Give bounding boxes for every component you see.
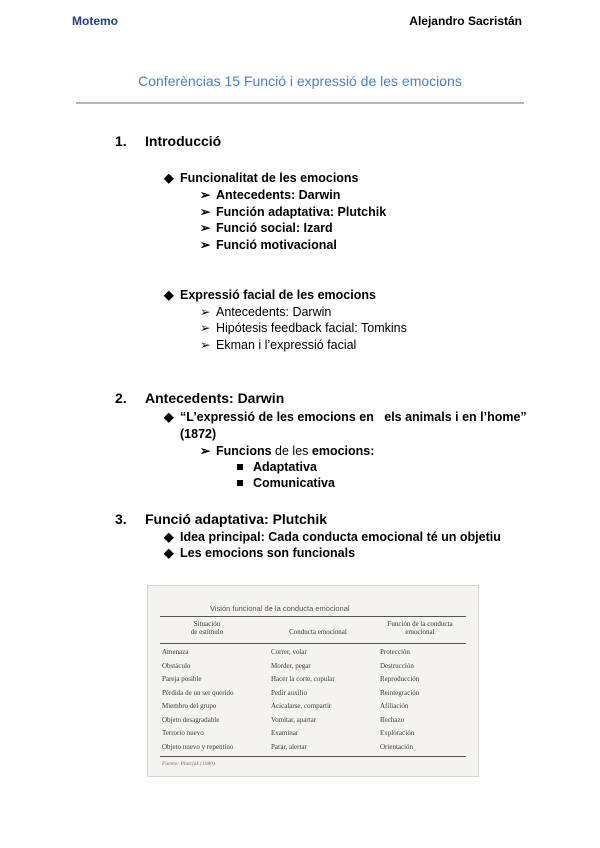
darwin-funcions-b: de les	[275, 444, 309, 458]
arrow-bullet-icon: ➢	[200, 305, 211, 319]
darwin-funcions	[200, 443, 374, 458]
darwin-quote	[164, 409, 527, 424]
diamond-bullet-icon: ◆	[164, 288, 174, 302]
intro-sub1-item	[200, 187, 340, 202]
intro-sub2-item	[200, 304, 331, 319]
section-3-title: Funció adaptativa: Plutchik	[145, 511, 328, 527]
intro-bullet-1-label: Funcionalitat de les emocions	[180, 171, 359, 185]
header-right: Alejandro Sacristán	[409, 14, 522, 28]
table-cell: Objeto desagradable	[162, 715, 220, 724]
section-3-number: 3.	[115, 511, 127, 527]
table-cell: Afiliación	[380, 702, 409, 710]
table-cell: Reproducción	[380, 675, 420, 683]
darwin-item-label: Adaptativa	[253, 460, 317, 474]
table-cell: Amenaza	[162, 648, 189, 656]
plutchik-bullet-label: Les emocions son funcionals	[180, 546, 356, 560]
table-cell: Obstáculo	[162, 661, 191, 670]
title-divider	[76, 102, 524, 104]
table-header-situacion: Situación de estímulo	[190, 620, 224, 636]
darwin-item	[237, 460, 317, 474]
figure-title: Visión funcional de la conducta emocional	[210, 604, 350, 613]
arrow-bullet-icon: ➢	[200, 188, 211, 202]
darwin-funcions-a: Funcions	[216, 444, 272, 458]
table-cell: Exploración	[380, 729, 415, 737]
table-cell: Objeto nuevo y repentino	[162, 742, 234, 751]
table-bottom-rule	[160, 756, 466, 757]
darwin-item-label: Comunicativa	[253, 476, 335, 490]
table-cell: Orientación	[380, 742, 414, 751]
arrow-bullet-icon: ➢	[200, 221, 211, 235]
table-cell: Pareja posible	[162, 675, 202, 683]
arrow-bullet-icon: ➢	[200, 238, 211, 252]
intro-sub2-item	[200, 320, 407, 335]
intro-sub1-label: Antecedents: Darwin	[216, 188, 341, 202]
intro-sub1-item	[200, 220, 333, 235]
table-cell: Hacer la corte, copular	[271, 675, 335, 683]
section-1-number: 1.	[115, 133, 127, 149]
table-cell: Pérdida de un ser querido	[162, 688, 234, 697]
table-header-funcion: Función de la conducta emocional	[387, 620, 453, 636]
plutchik-bullet	[164, 529, 501, 544]
darwin-quote-line-2: (1872)	[180, 427, 217, 441]
intro-sub2-label: Antecedents: Darwin	[216, 305, 332, 319]
darwin-item	[237, 476, 335, 490]
plutchik-bullet-label: Idea principal: Cada conducta emocional té un objetiu	[180, 530, 501, 544]
intro-bullet-2-label: Expressió facial de les emocions	[180, 288, 376, 302]
diamond-bullet-icon: ◆	[164, 410, 174, 424]
arrow-bullet-icon: ➢	[200, 338, 211, 352]
square-bullet-icon	[237, 480, 243, 486]
arrow-bullet-icon: ➢	[200, 205, 211, 219]
header-left: Motemo	[72, 14, 118, 28]
plutchik-table-figure	[147, 585, 479, 777]
intro-sub2-item	[200, 337, 356, 352]
section-2-number: 2.	[115, 390, 127, 406]
plutchik-bullet	[164, 545, 355, 560]
table-cell: Vomitar, apartar	[271, 715, 317, 724]
diamond-bullet-icon: ◆	[164, 546, 174, 560]
table-cell: Reintegración	[380, 688, 420, 697]
intro-bullet-2	[164, 287, 376, 302]
intro-sub2-label: Ekman i l’expressió facial	[216, 338, 357, 352]
table-cell: Destrucción	[380, 661, 414, 670]
darwin-quote-line-1: “L’expressió de les emocions en els animals i en l’home”	[180, 410, 527, 424]
table-cell: Terrorio nuevo	[162, 729, 204, 737]
table-cell: Parar, alertar	[271, 742, 307, 751]
intro-sub2-label: Hipótesis feedback facial: Tomkins	[216, 321, 407, 335]
table-top-rule	[160, 616, 466, 617]
table-cell: Correr, volar	[271, 648, 307, 656]
intro-sub1-label: Función adaptativa: Plutchik	[216, 205, 387, 219]
darwin-funcions-c: emocions:	[311, 444, 375, 458]
table-cell: Miembro del grupo	[162, 702, 217, 710]
table-cell: Pedir auxilio	[271, 688, 307, 697]
page-title: Conferèncias 15 Funció i expressió de les emocions	[138, 73, 462, 89]
section-1-title: Introducció	[145, 133, 222, 149]
intro-sub1-item	[200, 204, 386, 219]
table-cell: Rechazo	[380, 715, 405, 724]
arrow-bullet-icon: ➢	[200, 321, 211, 335]
figure-source: Fuente: Plutchik (1980).	[162, 761, 217, 767]
section-2-title: Antecedents: Darwin	[145, 390, 285, 406]
table-cell: Protección	[380, 648, 410, 656]
table-cell: Examinar	[271, 729, 299, 737]
intro-sub1-item	[200, 237, 337, 252]
intro-sub1-label: Funció social: Izard	[216, 221, 333, 235]
arrow-bullet-icon: ➢	[200, 444, 211, 458]
intro-bullet-1	[164, 170, 359, 185]
square-bullet-icon	[237, 464, 243, 470]
table-cell: Morder, pegar	[271, 661, 311, 670]
table-cell: Acicalarse, compartir	[271, 702, 332, 710]
table-header-rule	[160, 643, 466, 644]
table-header-conducta: Conducta emocional	[289, 628, 347, 636]
diamond-bullet-icon: ◆	[164, 530, 174, 544]
diamond-bullet-icon: ◆	[164, 171, 174, 185]
intro-sub1-label: Funció motivacional	[216, 238, 337, 252]
